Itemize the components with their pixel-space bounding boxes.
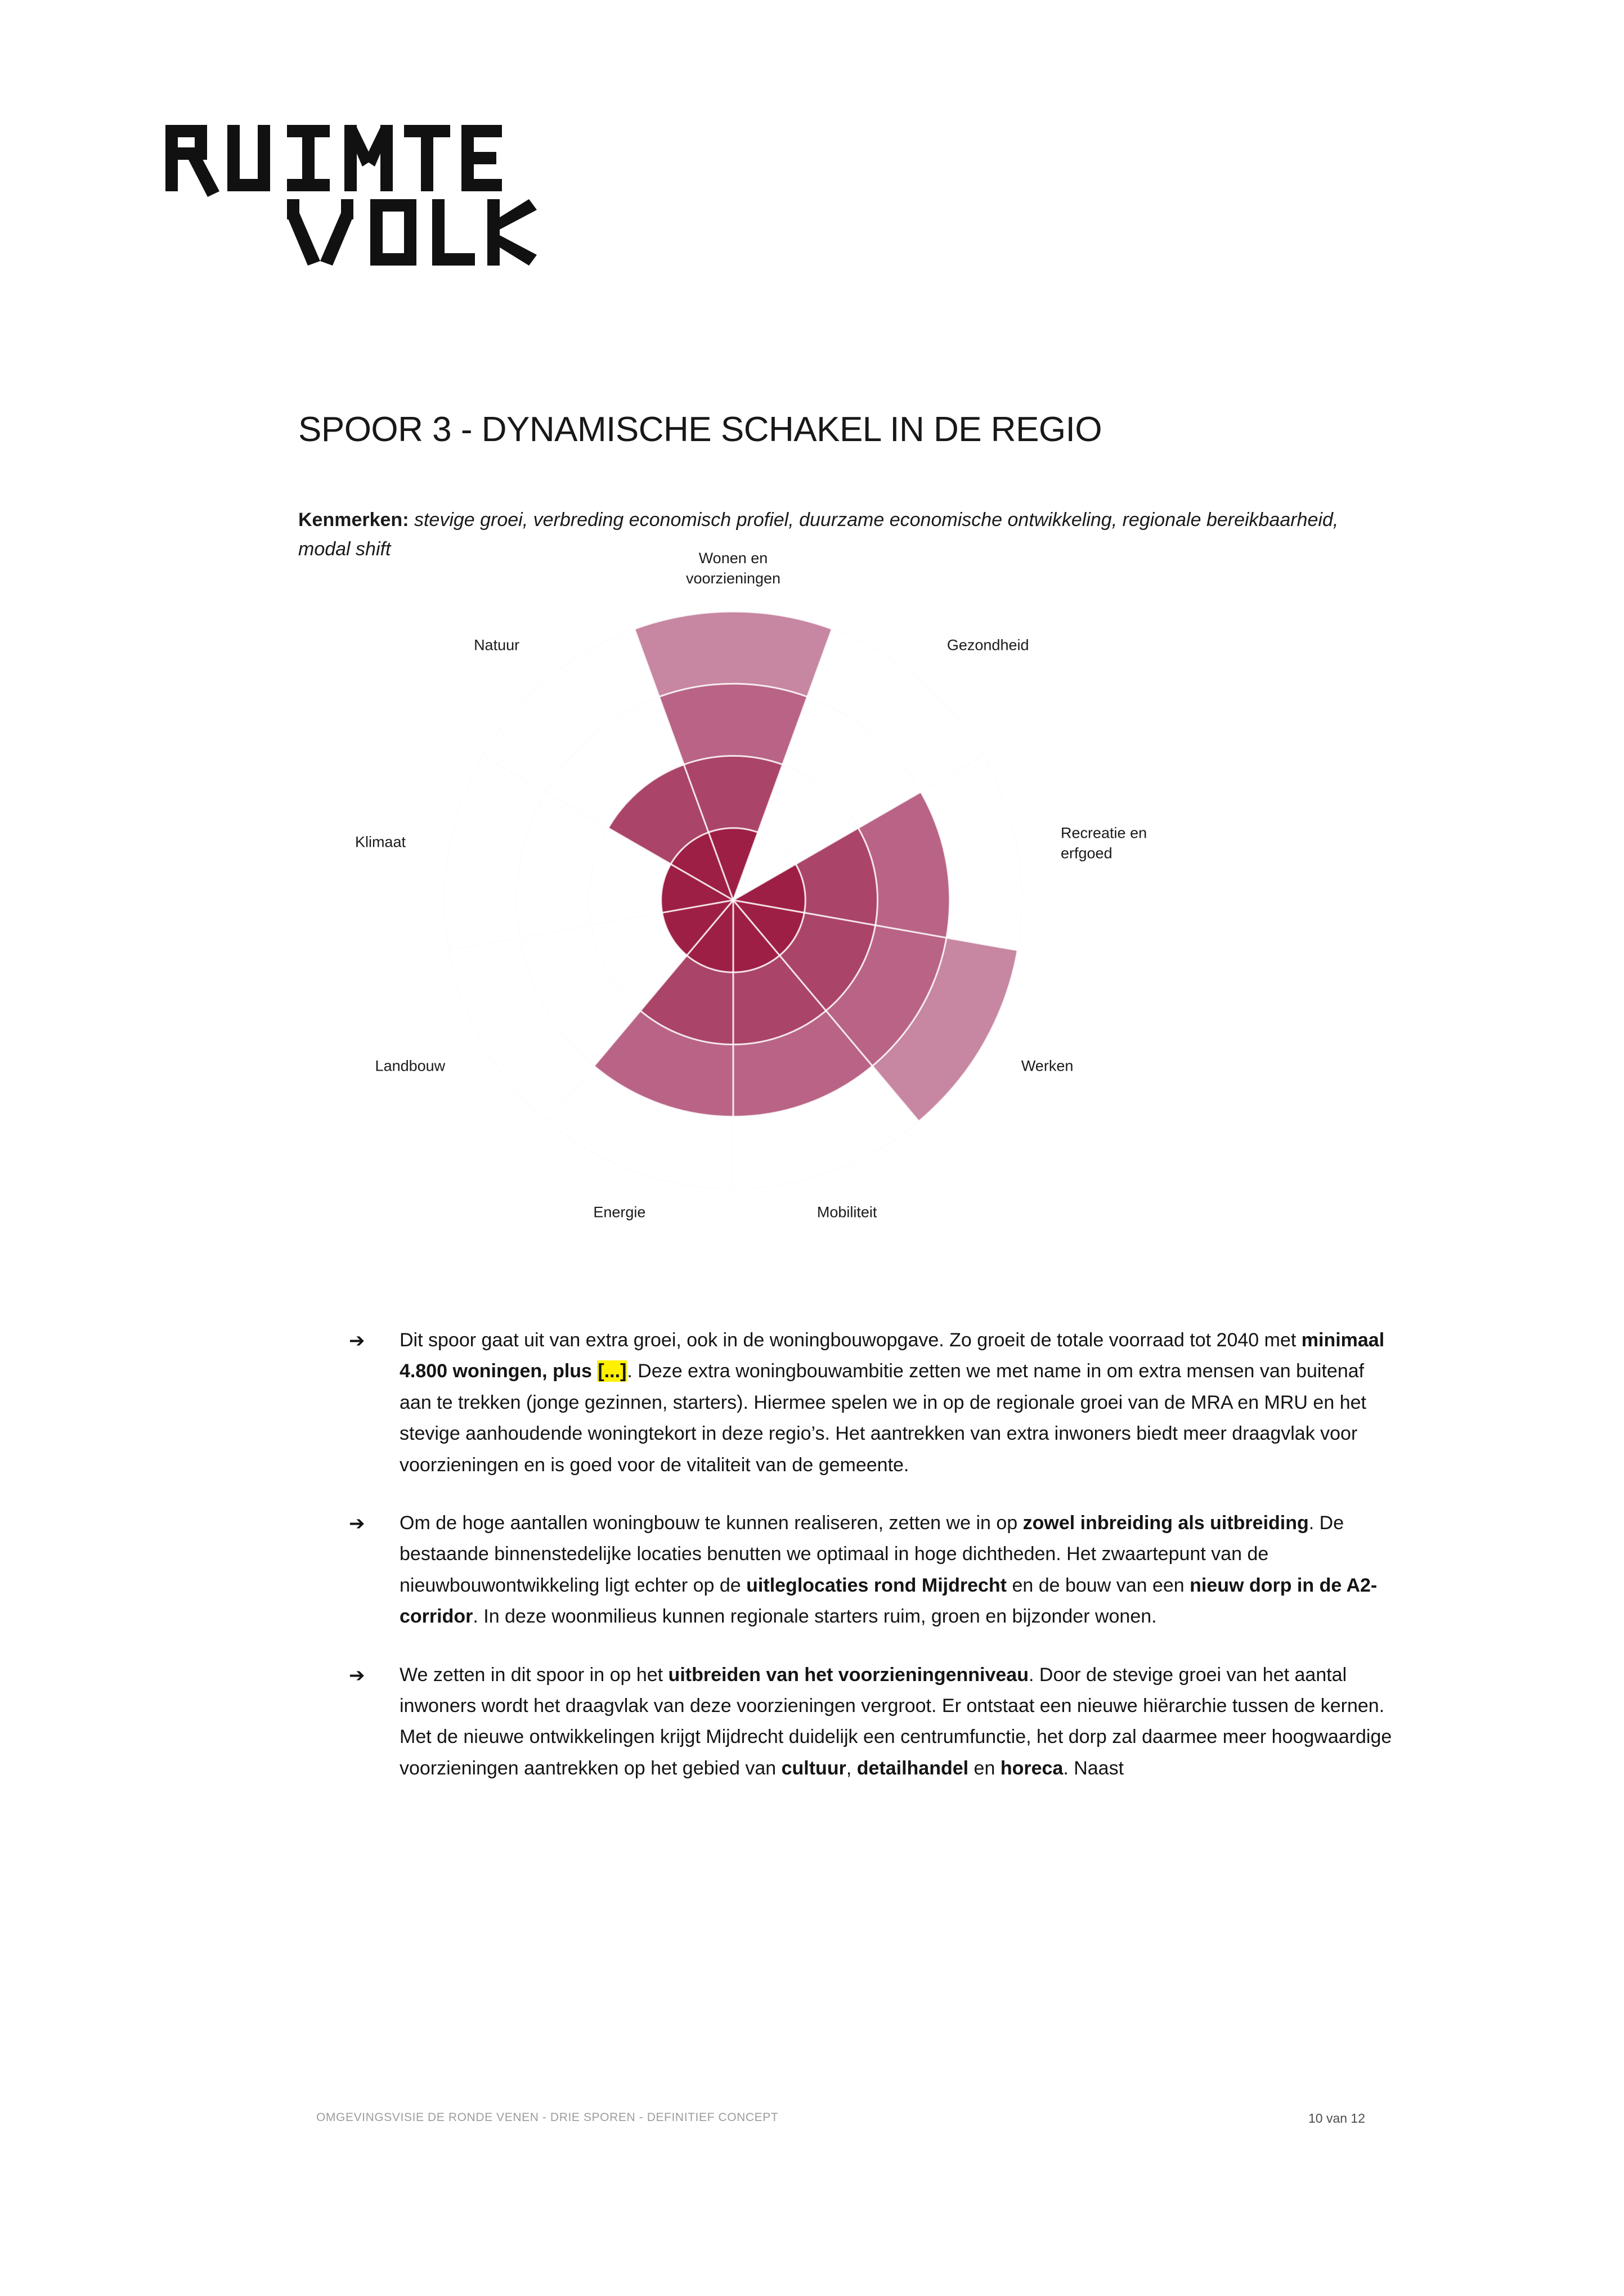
chart-sectors <box>594 612 1018 1121</box>
kenmerken-line <box>298 506 1367 564</box>
page-title: SPOOR 3 - DYNAMISCHE SCHAKEL IN DE REGIO <box>298 410 1102 449</box>
list-item <box>349 1660 1401 1785</box>
text-run: Dit spoor gaat uit van extra groei, ook in de woningbouwopgave. Zo groeit de totale voorraad tot 2040 met <box>400 1329 1302 1351</box>
list-item <box>349 1325 1401 1481</box>
axis-label: Recreatie en erfgoed <box>1061 824 1147 862</box>
bullet-list <box>349 1325 1401 1811</box>
text-run: We zetten in dit spoor in op het <box>400 1664 669 1686</box>
text-run: minimaal 4.800 woningen, plus <box>400 1329 1385 1382</box>
text-run: . De bestaande binnenstedelijke locaties benutten we optimaal in hoge dichtheden. Het zwaartepunt van de nieuwbouwontwikkeling ligt echter op de <box>400 1512 1344 1596</box>
axis-label: Mobiliteit <box>817 1203 877 1221</box>
kenmerken-label: Kenmerken: <box>298 509 409 531</box>
footer-page-number: 10 van 12 <box>1308 2111 1365 2126</box>
arrow-right-icon: ➔ <box>349 1664 365 1687</box>
list-item <box>349 1508 1401 1633</box>
polar-rose-chart <box>298 550 1255 1283</box>
axis-label: Energie <box>593 1203 646 1221</box>
axis-label: Natuur <box>474 636 520 654</box>
kenmerken-text: stevige groei, verbreding economisch profiel, duurzame economische ontwikkeling, regionale bereikbaarheid, modal shift <box>298 509 1339 560</box>
bullet-text <box>400 1664 1392 1779</box>
text-run: Om de hoge aantallen woningbouw te kunnen realiseren, zetten we in op <box>400 1512 1023 1534</box>
text-run: , <box>846 1757 857 1779</box>
ruimtevolk-logo <box>165 125 571 266</box>
axis-label: Gezondheid <box>946 636 1029 654</box>
arrow-right-icon: ➔ <box>349 1329 365 1352</box>
text-run: nieuw dorp in de A2-corridor <box>400 1574 1378 1628</box>
text-run: . Door de stevige groei van het aantal inwoners wordt het draagvlak van deze voorzieningen vergroot. Er ontstaat een nieuwe hiërarchie tussen de kernen. Met de nieuwe ontwikkelingen krijgt Mijdrecht duidelijk een centrumfunctie, het dorp zal daarmee meer hoogwaardige voorzieningen aantrekken op het gebied van <box>400 1664 1392 1779</box>
text-run: cultuur <box>781 1757 846 1779</box>
chart-canvas <box>298 550 1255 1283</box>
text-run: zowel inbreiding als uitbreiding <box>1022 1512 1309 1534</box>
axis-label: Wonen en voorzieningen <box>685 550 781 587</box>
bullet-text <box>400 1329 1384 1476</box>
text-run: en <box>968 1757 1001 1779</box>
axis-label: Landbouw <box>375 1057 446 1075</box>
text-run: . Deze extra woningbouwambitie zetten we met name in om extra mensen van buitenaf aan te trekken (jonge gezinnen, starters). Hiermee spelen we in op de regionale groei van de MRA en MRU en het stevige aanhoudende woningtekort in deze regio’s. Het aantrekken van extra inwoners biedt meer draagvlak voor voorzieningen en is goed voor de vitaliteit van de gemeente. <box>400 1360 1366 1476</box>
text-run: uitleglocaties rond Mijdrecht <box>746 1574 1007 1596</box>
arrow-right-icon: ➔ <box>349 1512 365 1535</box>
footer-document-title: OMGEVINGSVISIE DE RONDE VENEN - DRIE SPOREN - DEFINITIEF CONCEPT <box>316 2111 779 2124</box>
highlighted-placeholder: [...] <box>598 1360 627 1382</box>
axis-label: Klimaat <box>355 833 406 851</box>
text-run: en de bouw van een <box>1007 1574 1190 1596</box>
text-run: detailhandel <box>856 1757 969 1779</box>
text-run: uitbreiden van het voorzieningenniveau <box>668 1664 1029 1686</box>
text-run: . In deze woonmilieus kunnen regionale starters ruim, groen en bijzonder wonen. <box>473 1606 1157 1628</box>
text-run: . Naast <box>1063 1757 1124 1779</box>
chart-sector-band <box>659 684 807 765</box>
bullet-text <box>400 1512 1377 1627</box>
axis-label: Werken <box>1021 1057 1074 1075</box>
text-run: horeca <box>1000 1757 1064 1779</box>
